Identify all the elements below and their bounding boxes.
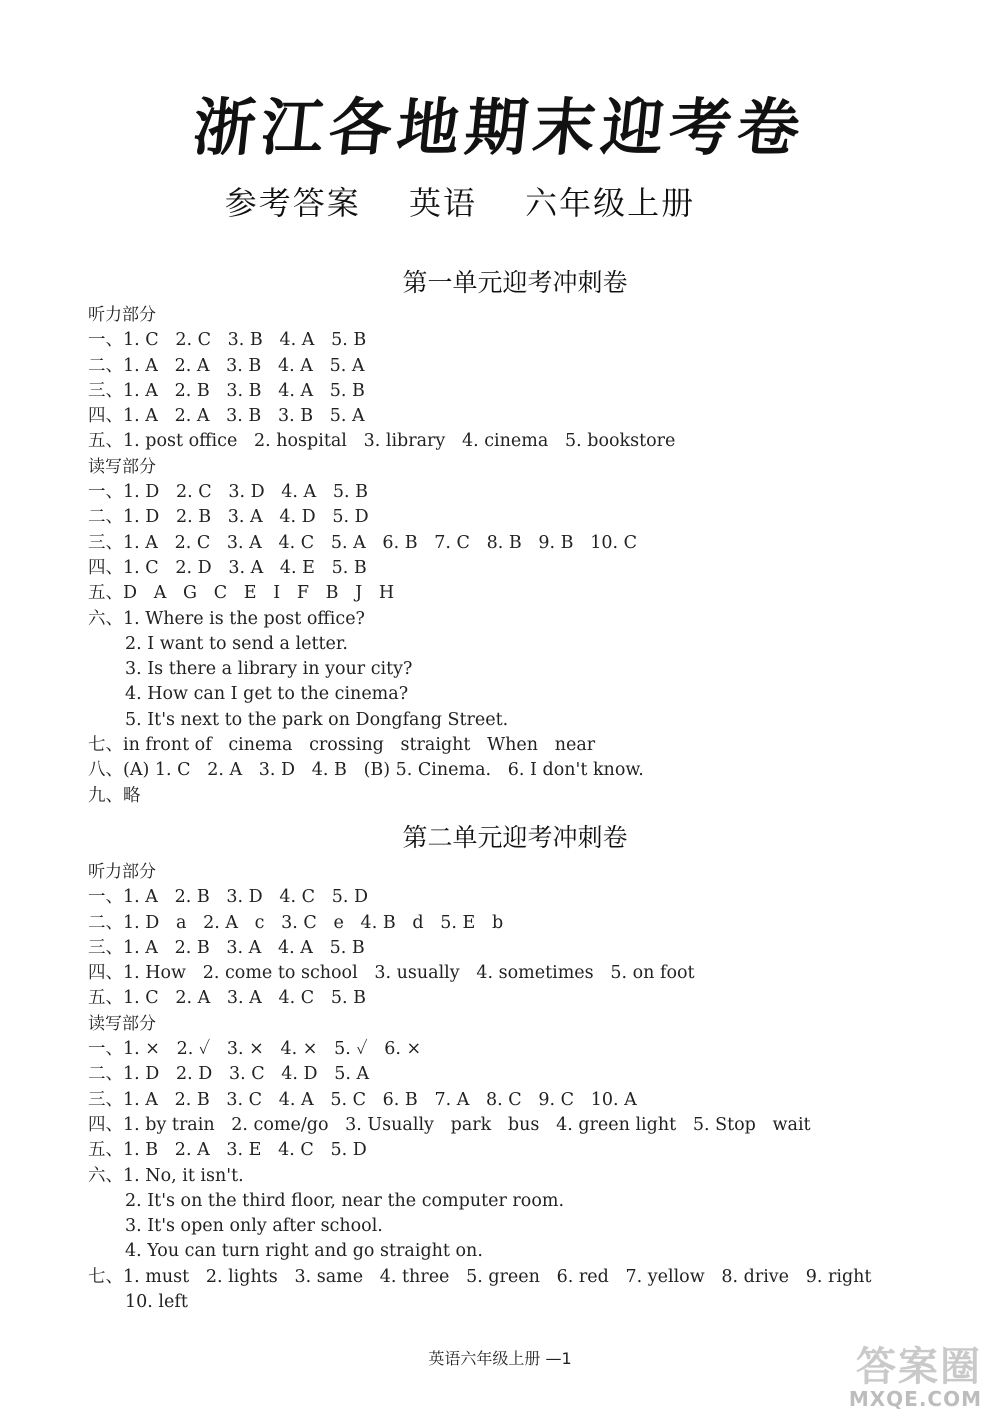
section-heading: 听力部分 <box>88 862 156 882</box>
answer-line: 三、1. A 2. C 3. A 4. C 5. A 6. B 7. C 8. B 9. B 10. C <box>88 532 637 553</box>
section-heading: 听力部分 <box>88 305 156 325</box>
answer-line: 一、1. A 2. B 3. D 4. C 5. D <box>88 887 368 908</box>
answer-line: 5. It's next to the park on Dongfang Street. <box>125 709 509 730</box>
answer-line: 二、1. A 2. A 3. B 4. A 5. A <box>88 355 365 376</box>
answer-line: 三、1. A 2. B 3. C 4. A 5. C 6. B 7. A 8. C 9. C 10. A <box>88 1089 637 1110</box>
subtitle-answer-key: 参考答案 <box>224 184 361 222</box>
answer-line: 二、1. D a 2. A c 3. C e 4. B d 5. E b <box>88 912 504 933</box>
subtitle-grade: 六年级上册 <box>525 184 696 222</box>
answer-line: 10. left <box>125 1292 188 1313</box>
unit-2-answers <box>88 860 928 1315</box>
answer-line: 4. You can turn right and go straight on. <box>125 1241 483 1262</box>
unit-1-answers <box>88 303 928 809</box>
answer-line: 一、1. D 2. C 3. D 4. A 5. B <box>88 482 368 503</box>
answer-line: 八、(A) 1. C 2. A 3. D 4. B (B) 5. Cinema. 6. I don't know. <box>88 760 644 781</box>
watermark-bottom-text: MXQE.COM <box>848 1387 982 1411</box>
answer-line: 3. Is there a library in your city? <box>125 659 413 680</box>
answer-line: 二、1. D 2. D 3. C 4. D 5. A <box>88 1064 370 1085</box>
answer-line: 五、1. B 2. A 3. E 4. C 5. D <box>88 1140 367 1161</box>
answer-line: 六、1. No, it isn't. <box>88 1165 244 1186</box>
answer-line: 五、1. C 2. A 3. A 4. C 5. B <box>88 988 366 1009</box>
unit-1-title: 第一单元迎考冲刺卷 <box>402 268 628 297</box>
answer-line: 七、in front of cinema crossing straight When near <box>88 735 596 756</box>
answer-line: 三、1. A 2. B 3. A 4. A 5. B <box>88 937 365 958</box>
answer-line: 3. It's open only after school. <box>125 1216 383 1237</box>
unit-2-title: 第二单元迎考冲刺卷 <box>402 823 628 852</box>
answer-line: 四、1. How 2. come to school 3. usually 4. sometimes 5. on foot <box>88 963 695 984</box>
answer-line: 2. I want to send a letter. <box>125 633 348 654</box>
subtitle-subject: 英语 <box>408 184 477 222</box>
watermark-logo <box>822 1335 982 1417</box>
answer-line: 四、1. by train 2. come/go 3. Usually park bus 4. green light 5. Stop wait <box>88 1114 811 1135</box>
subtitle <box>0 178 920 224</box>
page-footer: 英语六年级上册 —1 <box>428 1349 572 1368</box>
answer-line: 九、略 <box>88 785 141 806</box>
answer-line: 三、1. A 2. B 3. B 4. A 5. B <box>88 380 365 401</box>
answer-line: 七、1. must 2. lights 3. same 4. three 5. green 6. red 7. yellow 8. drive 9. right <box>88 1266 872 1287</box>
answer-line: 二、1. D 2. B 3. A 4. D 5. D <box>88 507 369 528</box>
answer-line: 4. How can I get to the cinema? <box>125 684 409 705</box>
answer-line: 一、1. C 2. C 3. B 4. A 5. B <box>88 330 367 351</box>
answer-line: 四、1. C 2. D 3. A 4. E 5. B <box>88 557 367 578</box>
answer-line: 四、1. A 2. A 3. B 3. B 5. A <box>88 406 365 427</box>
section-heading: 读写部分 <box>88 456 156 477</box>
answer-line: 五、1. post office 2. hospital 3. library 4. cinema 5. bookstore <box>88 431 676 452</box>
section-heading: 读写部分 <box>88 1013 156 1034</box>
watermark-top-text: 答案圈 <box>856 1344 982 1390</box>
answer-line: 一、1. × 2. ✓ 3. × 4. × 5. ✓ 6. × <box>88 1039 422 1060</box>
answer-line: 2. It's on the third floor, near the computer room. <box>125 1190 565 1211</box>
main-title: 浙江各地期末迎考卷 <box>189 91 810 164</box>
answer-line: 六、1. Where is the post office? <box>88 608 365 629</box>
answer-line: 五、D A G C E I F B J H <box>88 583 395 604</box>
